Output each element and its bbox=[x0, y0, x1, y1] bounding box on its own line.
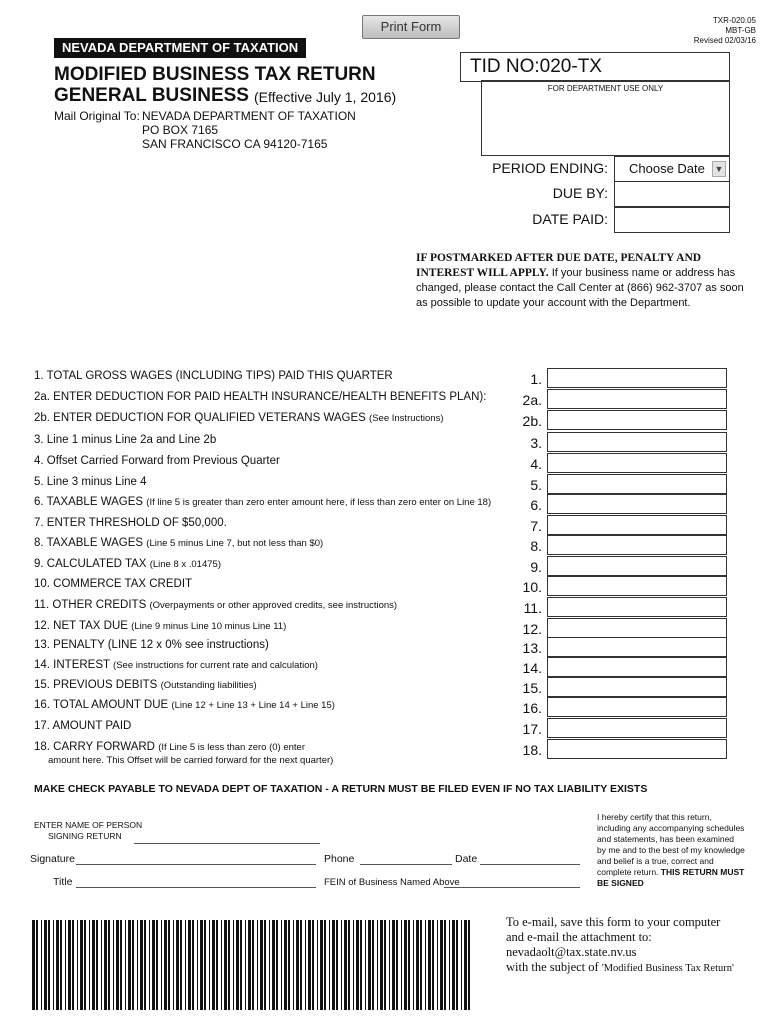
line-amount-field[interactable] bbox=[547, 494, 727, 514]
barcode-bar bbox=[377, 920, 378, 1010]
line-label bbox=[34, 599, 397, 611]
barcode-bar bbox=[396, 920, 398, 1010]
barcode-bar bbox=[320, 920, 323, 1010]
line-amount-field[interactable] bbox=[547, 556, 727, 576]
barcode-bar bbox=[216, 920, 218, 1010]
barcode-bar bbox=[240, 920, 242, 1010]
barcode-bar bbox=[176, 920, 179, 1010]
line-number: 11. bbox=[523, 600, 542, 616]
barcode-bar bbox=[173, 920, 174, 1010]
line-label-text: 4. Offset Carried Forward from Previous Quarter bbox=[34, 455, 280, 467]
barcode-bar bbox=[392, 920, 395, 1010]
line-label bbox=[34, 699, 335, 711]
date-paid-field[interactable] bbox=[614, 207, 730, 233]
barcode-bar bbox=[116, 920, 119, 1010]
line-label-note: (Overpayments or other approved credits, see instructions) bbox=[149, 600, 398, 611]
line-number: 16. bbox=[522, 700, 542, 716]
barcode-bar bbox=[284, 920, 287, 1010]
department-banner: NEVADA DEPARTMENT OF TAXATION bbox=[54, 38, 306, 58]
line-label bbox=[34, 455, 280, 467]
line-amount-field[interactable] bbox=[547, 576, 727, 596]
line-amount-field[interactable] bbox=[547, 474, 727, 494]
barcode-bar bbox=[137, 920, 138, 1010]
barcode-bar bbox=[341, 920, 342, 1010]
barcode-bar bbox=[156, 920, 158, 1010]
certification-body: I hereby certify that this return, including any accompanying schedules and statements, has been examined by me and to the best of my knowledge and belief is a true, correct and complete return. bbox=[597, 812, 745, 877]
barcode-bar bbox=[288, 920, 290, 1010]
barcode-bar bbox=[228, 920, 230, 1010]
effective-date: (Effective July 1, 2016) bbox=[254, 89, 397, 105]
barcode-bar bbox=[44, 920, 47, 1010]
late-notice bbox=[416, 251, 746, 311]
barcode-bar bbox=[53, 920, 54, 1010]
barcode bbox=[30, 920, 474, 1010]
line-amount-field[interactable] bbox=[547, 718, 727, 738]
barcode-bar bbox=[353, 920, 354, 1010]
mail-address-line: PO BOX 7165 bbox=[142, 123, 219, 137]
line-number: 13. bbox=[522, 640, 542, 656]
line-number: 7. bbox=[530, 518, 542, 534]
barcode-bar bbox=[92, 920, 95, 1010]
line-number: 9. bbox=[530, 559, 542, 575]
line-number: 3. bbox=[530, 435, 542, 451]
line-label-note: (Line 5 minus Line 7, but not less than $0) bbox=[146, 538, 324, 549]
fein-label: FEIN of Business Named Above bbox=[324, 877, 460, 888]
barcode-bar bbox=[192, 920, 194, 1010]
line-amount-field[interactable] bbox=[547, 618, 727, 638]
email-line2: and e-mail the attachment to: bbox=[506, 930, 652, 944]
line-label bbox=[34, 720, 131, 732]
line-label-text: 10. COMMERCE TAX CREDIT bbox=[34, 578, 193, 590]
line-amount-field[interactable] bbox=[547, 597, 727, 617]
line-amount-field[interactable] bbox=[547, 368, 727, 388]
barcode-bar bbox=[276, 920, 278, 1010]
tid-number: TID NO:020-TX bbox=[470, 56, 602, 77]
barcode-bar bbox=[233, 920, 234, 1010]
line-label bbox=[34, 370, 393, 382]
barcode-bar bbox=[324, 920, 326, 1010]
line-label-text: 5. Line 3 minus Line 4 bbox=[34, 476, 147, 488]
barcode-bar bbox=[212, 920, 215, 1010]
payable-notice: MAKE CHECK PAYABLE TO NEVADA DEPT OF TAXATION - A RETURN MUST BE FILED EVEN IF NO TAX LIABILITY EXISTS bbox=[34, 783, 648, 795]
line-label bbox=[34, 476, 147, 488]
line-label bbox=[34, 620, 286, 632]
barcode-bar bbox=[132, 920, 134, 1010]
barcode-bar bbox=[125, 920, 126, 1010]
barcode-bar bbox=[41, 920, 42, 1010]
line-label bbox=[34, 639, 269, 651]
barcode-bar bbox=[269, 920, 270, 1010]
line-label-text: 15. PREVIOUS DEBITS bbox=[34, 679, 158, 691]
line-label bbox=[34, 434, 216, 446]
barcode-bar bbox=[456, 920, 458, 1010]
barcode-bar bbox=[185, 920, 186, 1010]
line-label-text: 13. PENALTY (LINE 12 x 0% see instructions) bbox=[34, 639, 269, 651]
line-number: 14. bbox=[522, 660, 542, 676]
fein-field[interactable] bbox=[444, 887, 580, 888]
line-number: 12. bbox=[522, 621, 542, 637]
barcode-bar bbox=[425, 920, 426, 1010]
line-amount-field[interactable] bbox=[547, 389, 727, 409]
barcode-bar bbox=[200, 920, 203, 1010]
barcode-bar bbox=[180, 920, 182, 1010]
barcode-bar bbox=[344, 920, 347, 1010]
barcode-bar bbox=[204, 920, 206, 1010]
barcode-bar bbox=[416, 920, 419, 1010]
barcode-bar bbox=[404, 920, 407, 1010]
line-amount-field[interactable] bbox=[547, 677, 727, 697]
barcode-bar bbox=[305, 920, 306, 1010]
late-notice-bold: IF POSTMARKED AFTER DUE DATE, PENALTY AND INTEREST WILL APPLY. bbox=[416, 252, 702, 279]
line-label-note: (Line 8 x .01475) bbox=[149, 559, 221, 570]
form-reference bbox=[694, 16, 756, 46]
line-label-text: 17. AMOUNT PAID bbox=[34, 720, 132, 732]
line-label-text: 18. CARRY FORWARD bbox=[34, 741, 155, 753]
barcode-bar bbox=[293, 920, 294, 1010]
barcode-bar bbox=[308, 920, 311, 1010]
line-amount-field[interactable] bbox=[547, 637, 727, 657]
line-label-note: (Line 12 + Line 13 + Line 14 + Line 15) bbox=[171, 700, 335, 711]
line-number: 2a. bbox=[522, 392, 542, 408]
barcode-bar bbox=[437, 920, 438, 1010]
phone-label: Phone bbox=[324, 853, 355, 865]
barcode-bar bbox=[236, 920, 239, 1010]
barcode-bar bbox=[389, 920, 390, 1010]
line-amount-field[interactable] bbox=[547, 535, 727, 555]
barcode-bar bbox=[317, 920, 318, 1010]
line-number: 6. bbox=[530, 497, 542, 513]
barcode-bar bbox=[68, 920, 71, 1010]
email-line1: To e-mail, save this form to your computer bbox=[506, 915, 721, 929]
mail-to-label: Mail Original To: bbox=[54, 109, 140, 123]
line-label bbox=[34, 679, 257, 691]
line-label-text: 3. Line 1 minus Line 2a and Line 2b bbox=[34, 434, 217, 446]
barcode-bar bbox=[257, 920, 258, 1010]
form-title-line1: MODIFIED BUSINESS TAX RETURN bbox=[54, 64, 376, 85]
line-label-text: 8. TAXABLE WAGES bbox=[34, 537, 144, 549]
period-ending-value: Choose Date bbox=[629, 161, 705, 176]
line-amount-field[interactable] bbox=[547, 739, 727, 759]
phone-field[interactable] bbox=[360, 864, 452, 865]
line-label-note: (Line 9 minus Line 10 minus Line 11) bbox=[131, 621, 287, 632]
barcode-bar bbox=[80, 920, 83, 1010]
barcode-bar bbox=[221, 920, 222, 1010]
period-ending-label: PERIOD ENDING: bbox=[492, 160, 608, 176]
line-label bbox=[34, 578, 192, 590]
line-number: 8. bbox=[530, 538, 542, 554]
barcode-bar bbox=[140, 920, 143, 1010]
line-label-text: 9. CALCULATED TAX bbox=[34, 558, 147, 570]
email-subject bbox=[506, 960, 754, 976]
line-label-text: 14. INTEREST bbox=[34, 659, 110, 671]
barcode-bar bbox=[432, 920, 434, 1010]
barcode-bar bbox=[420, 920, 422, 1010]
barcode-bar bbox=[48, 920, 50, 1010]
barcode-bar bbox=[32, 920, 35, 1010]
barcode-bar bbox=[272, 920, 275, 1010]
line-label-text: 7. ENTER THRESHOLD OF $50,000. bbox=[34, 517, 227, 529]
barcode-bar bbox=[56, 920, 59, 1010]
line-label bbox=[34, 558, 221, 570]
barcode-bar bbox=[360, 920, 362, 1010]
barcode-bar bbox=[152, 920, 155, 1010]
barcode-bar bbox=[245, 920, 246, 1010]
line-amount-field[interactable] bbox=[547, 697, 727, 717]
date-field[interactable] bbox=[480, 864, 580, 865]
due-by-field[interactable] bbox=[614, 181, 730, 207]
barcode-bar bbox=[77, 920, 78, 1010]
barcode-bar bbox=[413, 920, 414, 1010]
signer-name-label bbox=[34, 820, 142, 842]
line-label-text: 2b. ENTER DEDUCTION FOR QUALIFIED VETERANS WAGES bbox=[34, 412, 366, 424]
chevron-down-icon: ▼ bbox=[712, 161, 726, 177]
line-number: 10. bbox=[522, 579, 542, 595]
signer-label-line2: SIGNING RETURN bbox=[48, 831, 122, 841]
signer-label-line1: ENTER NAME OF PERSON bbox=[34, 820, 143, 830]
email-instructions bbox=[506, 915, 754, 976]
line-label-note: (If Line 5 is less than zero (0) enter bbox=[158, 742, 305, 753]
certification-bold: THIS RETURN MUST BE SIGNED bbox=[597, 867, 745, 888]
line-label-text: 12. NET TAX DUE bbox=[34, 620, 128, 632]
mail-address-line: SAN FRANCISCO CA 94120-7165 bbox=[142, 137, 328, 151]
barcode-bar bbox=[260, 920, 263, 1010]
barcode-bar bbox=[368, 920, 371, 1010]
signature-label: Signature bbox=[30, 853, 75, 865]
line18-sub-text: amount here. This Offset will be carried forward for the next quarter) bbox=[48, 755, 334, 766]
line-number: 5. bbox=[530, 477, 542, 493]
signature-field[interactable] bbox=[76, 864, 316, 865]
signer-name-field[interactable] bbox=[134, 843, 320, 844]
date-label: Date bbox=[455, 853, 478, 865]
line-number: 4. bbox=[530, 456, 542, 472]
barcode-bar bbox=[464, 920, 467, 1010]
late-notice-text: If your business name or address has changed, please contact the Call Center at (866) 962-3707 as soon as possible to update your account with the Department. bbox=[416, 267, 744, 309]
barcode-bar bbox=[168, 920, 170, 1010]
barcode-bar bbox=[149, 920, 150, 1010]
line-label-text: 11. OTHER CREDITS bbox=[34, 599, 147, 611]
barcode-bar bbox=[468, 920, 470, 1010]
line-label-note: (If line 5 is greater than zero enter amount here, if less than zero enter on Line 18) bbox=[146, 497, 492, 508]
title-field[interactable] bbox=[76, 887, 316, 888]
barcode-bar bbox=[161, 920, 162, 1010]
barcode-bar bbox=[408, 920, 410, 1010]
barcode-bar bbox=[461, 920, 462, 1010]
barcode-bar bbox=[380, 920, 383, 1010]
line-label bbox=[34, 391, 486, 403]
barcode-bar bbox=[372, 920, 374, 1010]
barcode-bar bbox=[164, 920, 167, 1010]
barcode-bar bbox=[348, 920, 350, 1010]
barcode-bar bbox=[144, 920, 146, 1010]
barcode-bar bbox=[84, 920, 86, 1010]
barcode-bar bbox=[128, 920, 131, 1010]
barcode-bar bbox=[440, 920, 443, 1010]
barcode-bar bbox=[120, 920, 122, 1010]
line-label-note: (See instructions for current rate and calculation) bbox=[113, 660, 318, 671]
title-label: Title bbox=[53, 876, 73, 888]
email-subject-prefix: with the subject of bbox=[506, 960, 599, 974]
line-label bbox=[34, 537, 323, 549]
barcode-bar bbox=[401, 920, 402, 1010]
barcode-bar bbox=[65, 920, 66, 1010]
line-label-note: (Outstanding liabilities) bbox=[160, 680, 257, 691]
email-subject-value: 'Modified Business Tax Return' bbox=[601, 963, 734, 974]
date-paid-label: DATE PAID: bbox=[532, 211, 608, 227]
line-label-text: 6. TAXABLE WAGES bbox=[34, 496, 144, 508]
line-amount-field[interactable] bbox=[547, 515, 727, 535]
barcode-bar bbox=[264, 920, 266, 1010]
line-label-text: 16. TOTAL AMOUNT DUE bbox=[34, 699, 169, 711]
barcode-bar bbox=[108, 920, 110, 1010]
revised-date: Revised 02/03/16 bbox=[693, 36, 756, 45]
barcode-bar bbox=[336, 920, 338, 1010]
barcode-bar bbox=[384, 920, 386, 1010]
barcode-bar bbox=[428, 920, 431, 1010]
line-amount-field[interactable] bbox=[547, 657, 727, 677]
period-ending-select[interactable] bbox=[614, 156, 730, 182]
form-code: TXR-020.05 bbox=[712, 16, 756, 25]
barcode-bar bbox=[113, 920, 114, 1010]
line-amount-field[interactable] bbox=[547, 410, 727, 430]
barcode-bar bbox=[444, 920, 446, 1010]
print-form-button[interactable]: Print Form bbox=[362, 15, 460, 39]
barcode-bar bbox=[197, 920, 198, 1010]
line-number: 15. bbox=[522, 680, 542, 696]
barcode-bar bbox=[296, 920, 299, 1010]
mail-address-line: NEVADA DEPARTMENT OF TAXATION bbox=[142, 109, 356, 123]
barcode-bar bbox=[101, 920, 102, 1010]
barcode-bar bbox=[89, 920, 90, 1010]
line-label bbox=[34, 496, 491, 508]
line-number: 2b. bbox=[522, 413, 542, 429]
barcode-bar bbox=[252, 920, 254, 1010]
line-label bbox=[34, 659, 318, 671]
department-use-label: FOR DEPARTMENT USE ONLY bbox=[547, 84, 664, 93]
line-label bbox=[34, 741, 305, 753]
form-sub-code: MBT-GB bbox=[725, 26, 756, 35]
certification-text bbox=[597, 812, 745, 889]
barcode-bar bbox=[300, 920, 302, 1010]
barcode-bar bbox=[104, 920, 107, 1010]
barcode-bar bbox=[365, 920, 366, 1010]
due-by-label: DUE BY: bbox=[552, 185, 608, 201]
barcode-bar bbox=[312, 920, 314, 1010]
form-title-line2: GENERAL BUSINESS bbox=[54, 85, 249, 106]
line-label bbox=[34, 412, 444, 424]
line-label-text: 2a. ENTER DEDUCTION FOR PAID HEALTH INSURANCE/HEALTH BENEFITS PLAN): bbox=[34, 391, 487, 403]
barcode-bar bbox=[329, 920, 330, 1010]
line-amount-field[interactable] bbox=[547, 453, 727, 473]
line-number: 18. bbox=[522, 742, 542, 758]
barcode-bar bbox=[224, 920, 227, 1010]
barcode-bar bbox=[36, 920, 38, 1010]
barcode-bar bbox=[449, 920, 450, 1010]
barcode-bar bbox=[281, 920, 282, 1010]
barcode-bar bbox=[356, 920, 359, 1010]
line-number: 1. bbox=[530, 371, 542, 387]
line-label-note: (See Instructions) bbox=[369, 413, 444, 424]
line-amount-field[interactable] bbox=[547, 432, 727, 452]
line-label-text: 1. TOTAL GROSS WAGES (INCLUDING TIPS) PAID THIS QUARTER bbox=[34, 370, 393, 382]
barcode-bar bbox=[72, 920, 74, 1010]
barcode-bar bbox=[96, 920, 98, 1010]
barcode-bar bbox=[332, 920, 335, 1010]
line-number: 17. bbox=[522, 721, 542, 737]
line-label bbox=[34, 517, 227, 529]
barcode-bar bbox=[452, 920, 455, 1010]
mail-address bbox=[142, 109, 356, 151]
barcode-bar bbox=[60, 920, 62, 1010]
barcode-bar bbox=[188, 920, 191, 1010]
email-address: nevadaolt@tax.state.nv.us bbox=[506, 945, 637, 959]
barcode-bar bbox=[209, 920, 210, 1010]
barcode-bar bbox=[248, 920, 251, 1010]
